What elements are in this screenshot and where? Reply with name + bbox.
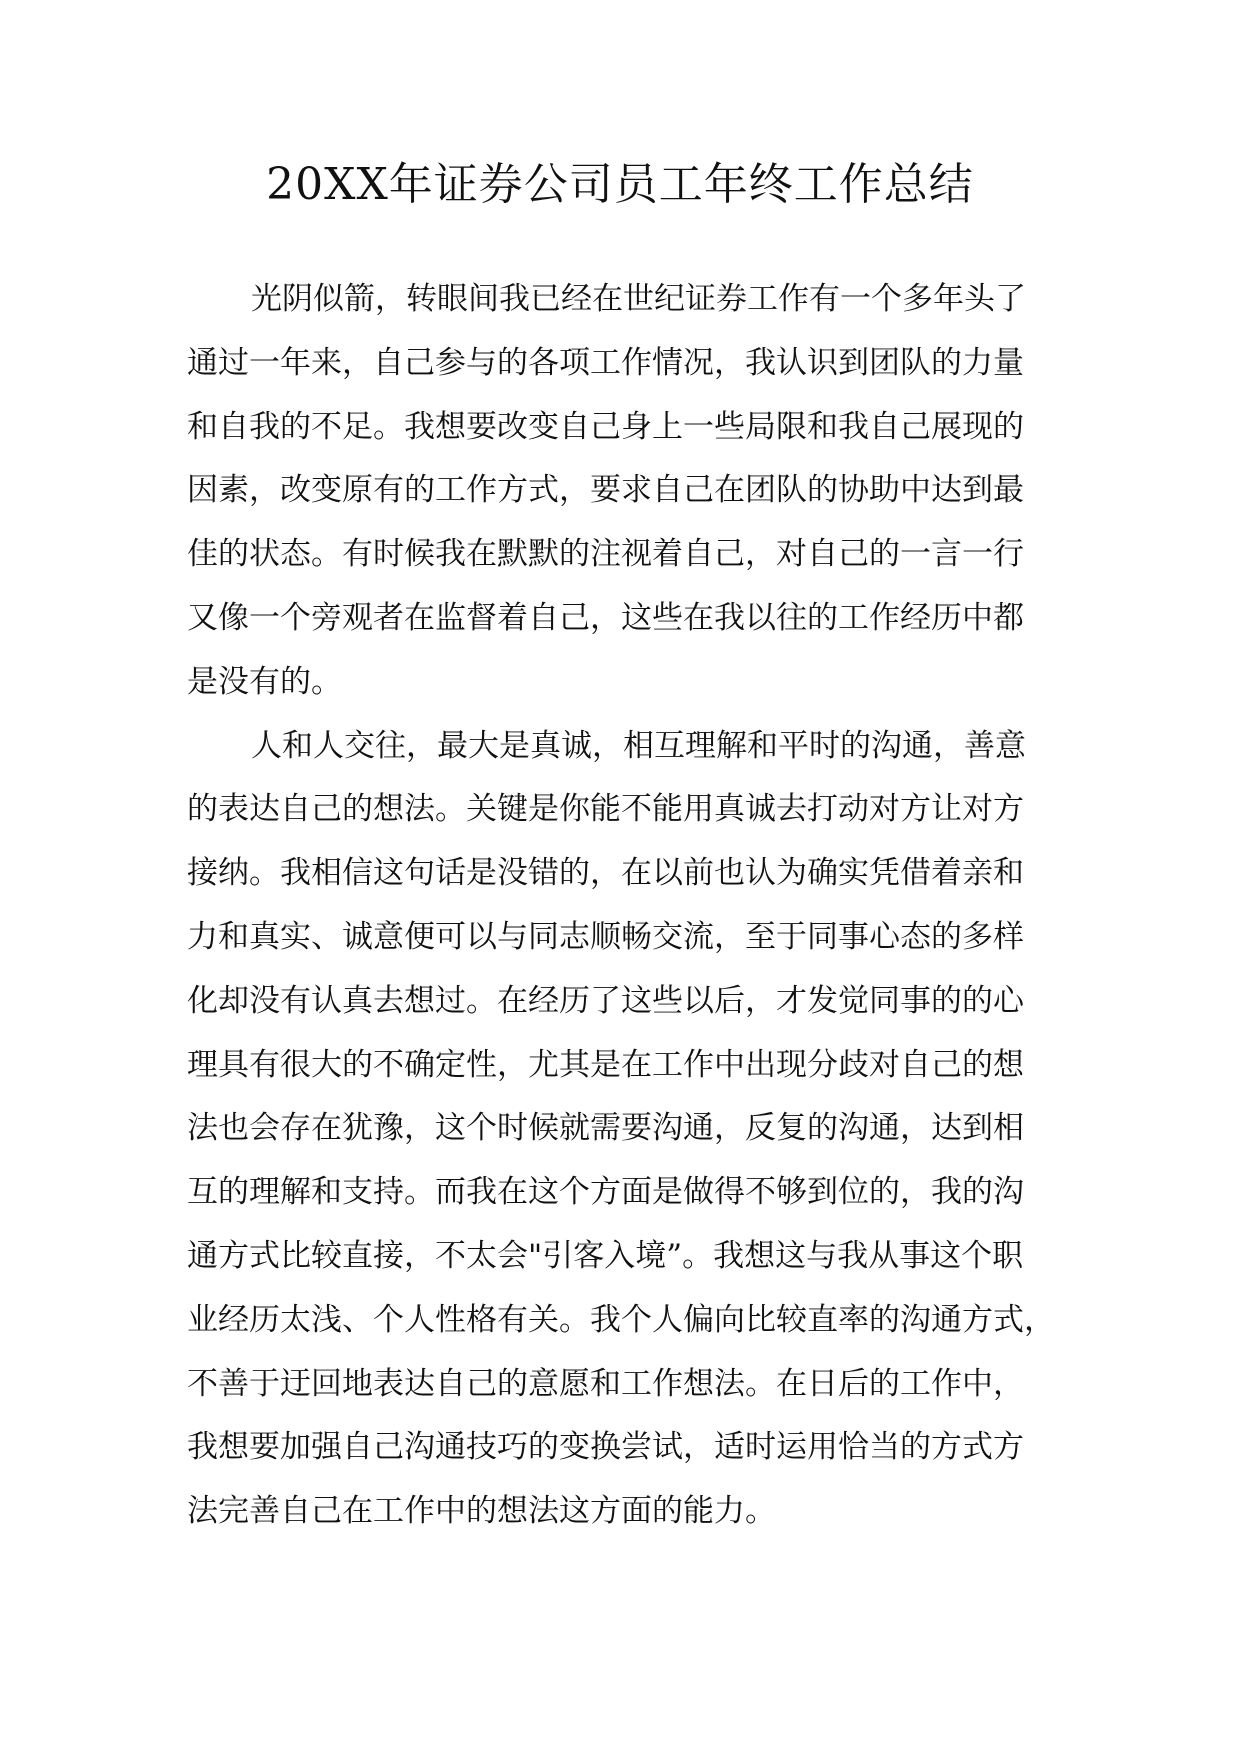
text-line: 互的理解和支持。而我在这个方面是做得不够到位的，我的沟 <box>187 1174 1024 1211</box>
text-line: 佳的状态。有时候我在默默的注视着自己，对自己的一言一行 <box>187 536 1024 573</box>
text-line: 光阴似箭，转眼间我已经在世纪证券工作有一个多年头了 <box>251 281 1026 317</box>
paragraph-1 <box>187 268 1067 715</box>
text-line: 力和真实、诚意便可以与同志顺畅交流，至于同事心态的多样 <box>187 918 1024 955</box>
text-line: 化却没有认真去想过。在经历了这些以后，才发觉同事的的心 <box>187 982 1024 1019</box>
text-line: 人和人交往，最大是真诚，相互理解和平时的沟通，善意 <box>251 727 1026 764</box>
text-line: 不善于迂回地表达自己的意愿和工作想法。在日后的工作中， <box>187 1365 1024 1402</box>
text-line: 我想要加强自己沟通技巧的变换尝试，适时运用恰当的方式方 <box>187 1429 1024 1466</box>
text-line: 接纳。我相信这句话是没错的，在以前也认为确实凭借着亲和 <box>187 855 1024 892</box>
text-line: 又像一个旁观者在监督着自己，这些在我以往的工作经历中都 <box>187 599 1024 636</box>
document-title: 20XX年证券公司员工年终工作总结 <box>266 159 974 210</box>
text-line: 通过一年来，自己参与的各项工作情况，我认识到团队的力量 <box>187 344 1024 381</box>
text-line: 是没有的。 <box>187 663 342 700</box>
paragraph-2 <box>187 715 1067 1544</box>
text-line: 通方式比较直接，不太会"引客入境”。我想这与我从事这个职 <box>187 1237 1024 1274</box>
text-line: 法也会存在犹豫，这个时候就需要沟通，反复的沟通，达到相 <box>187 1110 1024 1147</box>
text-line: 的表达自己的想法。关键是你能不能用真诚去打动对方让对方 <box>187 791 1024 828</box>
text-line: 和自我的不足。我想要改变自己身上一些局限和我自己展现的 <box>187 408 1024 445</box>
text-line: 业经历太浅、个人性格有关。我个人偏向比较直率的沟通方式， <box>187 1301 1055 1338</box>
text-line: 因素，改变原有的工作方式，要求自己在团队的协助中达到最 <box>187 472 1024 509</box>
document-body <box>187 268 1067 1544</box>
text-line: 法完善自己在工作中的想法这方面的能力。 <box>187 1493 776 1530</box>
text-line: 理具有很大的不确定性，尤其是在工作中出现分歧对自己的想 <box>187 1046 1024 1083</box>
